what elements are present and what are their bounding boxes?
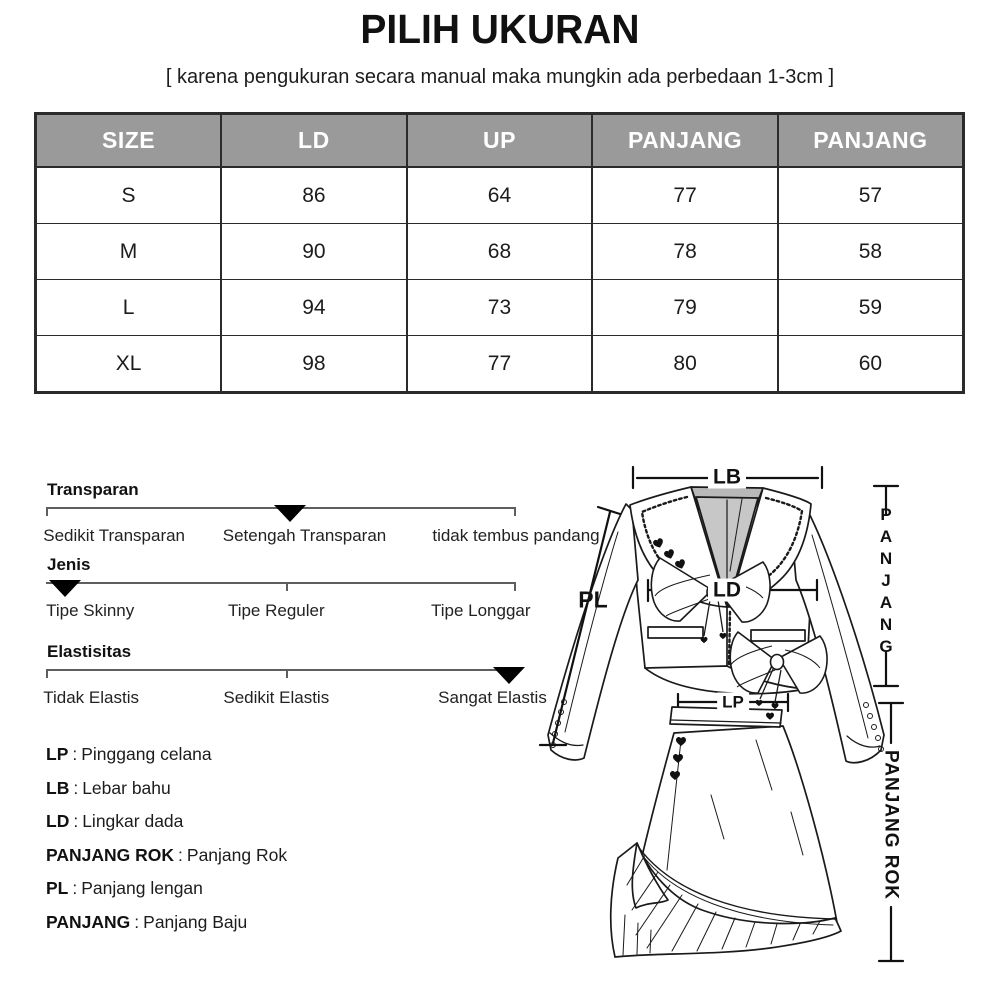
legend-item: LP : Pinggang celana: [46, 744, 212, 764]
legend-item: PANJANG : Panjang Baju: [46, 911, 248, 932]
col-header-up: UP: [407, 114, 593, 168]
legend-item: LD : Lingkar dada: [46, 811, 184, 831]
measure-label-pl: PL: [578, 586, 608, 613]
cell-panjang-1: 77: [592, 167, 778, 224]
disclaimer-text: [ karena pengukuran secara manual maka mungkin ada perbedaan 1-3cm ]: [165, 66, 835, 88]
scale-option: Tidak Elastis: [43, 688, 139, 707]
scale-tick: [514, 507, 516, 516]
scale-option: Tipe Skinny: [46, 601, 135, 620]
scale-line: [46, 669, 516, 671]
measure-label-lb: LB: [708, 466, 746, 489]
cell-panjang-1: 78: [592, 224, 778, 280]
cell-size: XL: [36, 336, 222, 393]
scale-option: Tipe Longgar: [430, 601, 531, 620]
cell-panjang-2: 57: [778, 167, 964, 224]
cell-up: 77: [407, 336, 593, 393]
scale-bar: [46, 582, 516, 592]
scale-title: Transparan: [47, 480, 139, 499]
table-row: [36, 280, 964, 336]
size-chart-table: [34, 112, 965, 394]
cell-panjang-1: 80: [592, 336, 778, 393]
scale-option: tidak tembus pandang: [432, 526, 600, 545]
cell-panjang-2: 59: [778, 280, 964, 336]
cell-ld: 98: [221, 336, 407, 393]
col-header-ld: LD: [221, 114, 407, 168]
table-header-row: [36, 114, 964, 168]
scale-line: [46, 582, 516, 584]
skirt-illustration: [611, 707, 841, 957]
scale-option: Sangat Elastis: [438, 688, 547, 707]
scale-title: Jenis: [47, 555, 91, 574]
col-header-panjang-1: PANJANG: [592, 114, 778, 168]
table-row: [36, 167, 964, 224]
scale-tick: [286, 582, 288, 591]
garment-line-art: [520, 440, 998, 998]
table-row: [36, 336, 964, 393]
scale-tick: [46, 507, 48, 516]
col-header-size: SIZE: [36, 114, 222, 168]
table-row: [36, 224, 964, 280]
cell-panjang-1: 79: [592, 280, 778, 336]
cell-panjang-2: 60: [778, 336, 964, 393]
scale-option: Setengah Transparan: [222, 526, 387, 545]
cell-size: L: [36, 280, 222, 336]
scale-option: Sedikit Transparan: [43, 526, 186, 545]
scale-bar: [46, 669, 516, 679]
measure-label-panjang-rok: PANJANG ROK: [880, 750, 902, 900]
scale-elasticity: [43, 642, 547, 710]
triangle-marker-icon: [49, 580, 81, 597]
scale-option: Sedikit Elastis: [223, 688, 330, 707]
page-title: PILIH UKURAN: [360, 6, 640, 52]
scale-option: Tipe Reguler: [227, 601, 325, 620]
cell-ld: 86: [221, 167, 407, 224]
cell-up: 68: [407, 224, 593, 280]
scale-title: Elastisitas: [47, 642, 132, 661]
measure-label-ld: LD: [708, 579, 746, 602]
cell-size: S: [36, 167, 222, 224]
scale-tick: [286, 669, 288, 678]
cell-ld: 94: [221, 280, 407, 336]
cell-up: 64: [407, 167, 593, 224]
legend-item: PANJANG ROK : Panjang Rok: [46, 844, 288, 865]
scale-transparency: [43, 480, 600, 548]
abbreviation-legend: [46, 744, 287, 945]
legend-item: PL : Panjang lengan: [46, 878, 203, 898]
scale-bar: [46, 507, 516, 517]
cell-ld: 90: [221, 224, 407, 280]
scale-fit-type: [46, 555, 531, 623]
col-header-panjang-2: PANJANG: [778, 114, 964, 168]
scale-tick: [514, 582, 516, 591]
measure-label-lp: LP: [717, 693, 749, 712]
measure-label-panjang: PANJANG: [876, 505, 896, 659]
legend-item: LB : Lebar bahu: [46, 777, 171, 798]
cell-size: M: [36, 224, 222, 280]
cell-up: 73: [407, 280, 593, 336]
garment-measurement-diagram: [520, 440, 998, 998]
scale-tick: [46, 669, 48, 678]
triangle-marker-icon: [274, 505, 306, 522]
cell-panjang-2: 58: [778, 224, 964, 280]
